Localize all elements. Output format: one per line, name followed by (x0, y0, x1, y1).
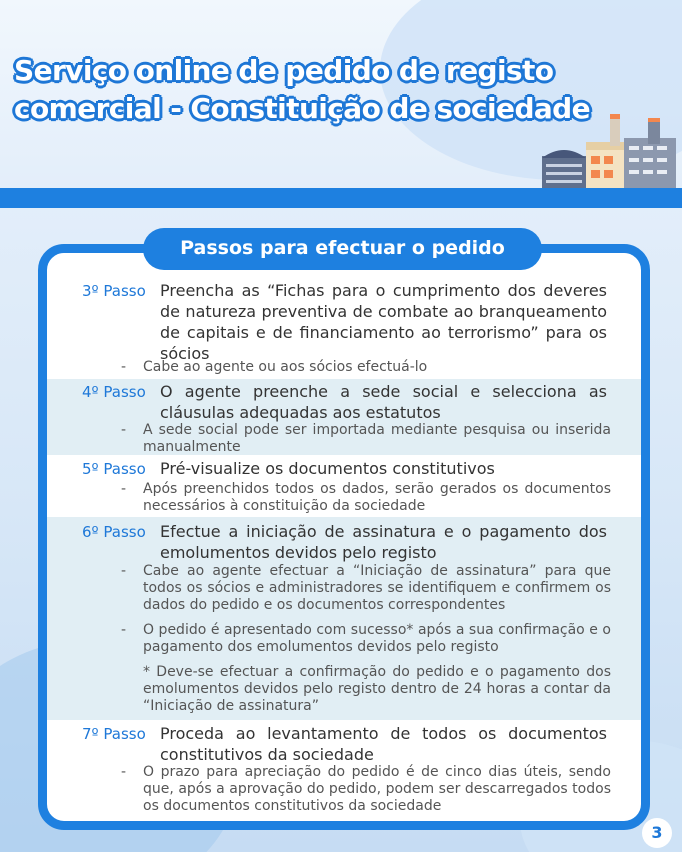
bullet-marker: - (121, 563, 127, 579)
step-footnote: * Deve-se efectuar a confirmação do pedido e o pagamento dos emolumentos devidos pelo registo dentro de 24 horas a contar da “Iniciação de assinatura” (143, 664, 611, 714)
step-label: 5º Passo (82, 460, 146, 478)
step-7 (47, 720, 641, 820)
bullet-text: O pedido é apresentado com sucesso* após a sua confirmação e o pagamento dos emolumentos devidos pelo registo (143, 622, 611, 655)
step-5 (47, 455, 641, 517)
step-bullet (121, 622, 611, 656)
step-4 (47, 379, 641, 455)
page-number: 3 (642, 818, 672, 848)
step-heading: Proceda ao levantamento de todos os documentos constitutivos da sociedade (160, 724, 607, 764)
step-heading: Preencha as “Fichas para o cumprimento dos deveres de natureza preventiva de combate ao branqueamento de capitais e de financiamento ao terrorismo” para os sócios (160, 281, 607, 363)
bullet-text: Após preenchidos todos os dados, serão gerados os documentos necessários à constituição da sociedade (143, 481, 611, 514)
bullet-text: Cabe ao agente efectuar a “Iniciação de assinatura” para que todos os sócios e administradores se identifiquem e confirmem os dados do pedido e os documentos correspondentes (143, 563, 611, 613)
bullet-text: Cabe ao agente ou aos sócios efectuá-lo (143, 359, 428, 375)
step-label: 6º Passo (82, 523, 146, 541)
page-title-line-2: comercial - Constituição de sociedade (14, 92, 591, 125)
bullet-text: A sede social pode ser importada mediante pesquisa ou inserida manualmente (143, 422, 611, 455)
step-bullet (121, 422, 611, 456)
bullet-marker: - (121, 622, 127, 638)
bullet-marker: - (121, 481, 127, 497)
factory-illustration-icon (538, 112, 680, 194)
page-title (14, 52, 614, 128)
bullet-text: O prazo para apreciação do pedido é de cinco dias úteis, sendo que, após a aprovação do pedido, podem ser descarregados todos os documentos constitutivos da sociedade (143, 764, 611, 814)
step-bullet (121, 481, 611, 515)
step-label: 4º Passo (82, 383, 146, 401)
bullet-marker: - (121, 359, 127, 375)
bullet-marker: - (121, 422, 127, 438)
step-bullet (121, 563, 611, 614)
step-heading: Efectue a iniciação de assinatura e o pagamento dos emolumentos devidos pelo registo (160, 522, 607, 562)
step-label: 3º Passo (82, 282, 146, 300)
step-bullet (121, 764, 611, 815)
step-heading: Pré-visualize os documentos constitutivos (160, 459, 495, 478)
header-divider-bar (0, 188, 682, 208)
step-label: 7º Passo (82, 725, 146, 743)
step-heading: O agente preenche a sede social e selecciona as cláusulas adequadas aos estatutos (160, 382, 607, 422)
card-title: Passos para efectuar o pedido (143, 228, 542, 270)
bullet-marker: - (121, 764, 127, 780)
step-6 (47, 517, 641, 720)
step-bullet (121, 359, 611, 376)
step-3 (47, 278, 641, 379)
page-title-line-1: Serviço online de pedido de registo (14, 54, 554, 87)
